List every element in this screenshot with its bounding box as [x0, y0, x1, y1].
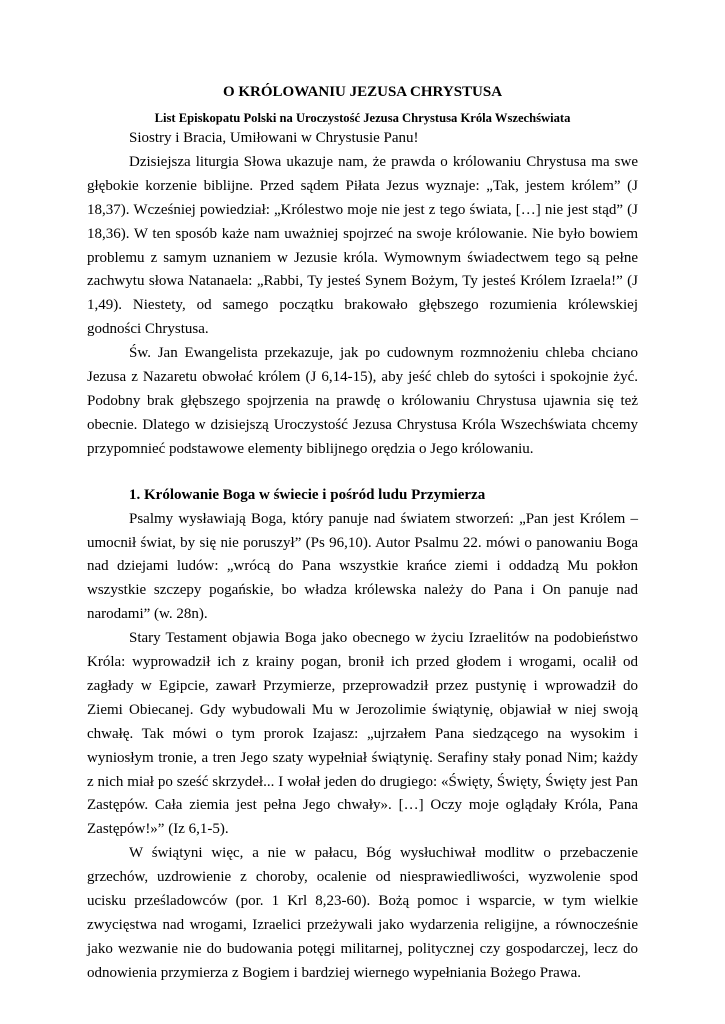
- paragraph-intro-2: Św. Jan Ewangelista przekazuje, jak po cudownym rozmnożeniu chleba chciano Jezusa z Nazaretu obwołać królem (J 6,14-15), aby jeść chleb do sytości i spokojnie żyć. Podobny brak głębszego spojrzenia na prawdę o królowaniu Chrystusa ujawnia się też obecnie. Dlatego w dzisiejszą Uroczystość Jezusa Chrystusa Króla Wszechświata chcemy przypomnieć podstawowe elementy biblijnego orędzia o Jego królowaniu.: [87, 345, 638, 457]
- document-content: [87, 82, 638, 986]
- paragraph-section1-2: Stary Testament objawia Boga jako obecnego w życiu Izraelitów na podobieństwo Króla: wyprowadził ich z krainy pogan, bronił ich przed głodem i wrogami, ocalił od zagłady w Egipcie, zawarł Przymierze, przeprowadził przez pustynię i wprowadził do Ziemi Obiecanej. Gdy wybudowali Mu w Jerozolimie świątynię, objawiał w niej swoją chwałę. Tak mówi o tym prorok Izajasz: „ujrzałem Pana siedzącego na wysokim i wyniosłym tronie, a tren Jego szaty wypełniał świątynię. Serafiny stały ponad Nim; każdy z nich miał po sześć skrzydeł... I wołał jeden do drugiego: «Święty, Święty, Święty jest Pan Zastępów. Cała ziemia jest pełna Jego chwały». […] Oczy moje oglądały Króla, Pana Zastępów!»” (Iz 6,1-5).: [87, 630, 638, 838]
- document-body: [87, 127, 638, 986]
- document-title: O KRÓLOWANIU JEZUSA CHRYSTUSA: [222, 84, 503, 100]
- paragraph-intro-1: Dzisiejsza liturgia Słowa ukazuje nam, że prawda o królowaniu Chrystusa ma swe głębokie korzenie biblijne. Przed sądem Piłata Jezus wyznaje: „Tak, jestem królem” (J 18,37). Wcześniej powiedział: „Królestwo moje nie jest z tego świata, […] nie jest stąd” (J 18,36). W ten sposób każe nam uważniej spojrzeć na swoje królowanie. Nie było bowiem problemu z samym uznaniem w Jezusie króla. Wymownym świadectwem tego są pełne zachwytu słowa Natanaela: „Rabbi, Ty jesteś Synem Bożym, Ty jesteś Królem Izraela!” (J 1,49). Niestety, od samego początku brakowało głębszego rozumienia królewskiej godności Chrystusa.: [87, 153, 638, 338]
- document-subtitle: List Episkopatu Polski na Uroczystość Jezusa Chrystusa Króla Wszechświata: [154, 111, 571, 125]
- paragraph-section1-3: W świątyni więc, a nie w pałacu, Bóg wysłuchiwał modlitw o przebaczenie grzechów, uzdrowienie z choroby, ocalenie od niesprawiedliwości, wyzwolenie spod ucisku prześladowców (por. 1 Krl 8,23-60). Bożą pomoc i wsparcie, w tym wielkie zwycięstwa nad wrogami, Izraelici przeżywali jako wydarzenia religijne, a równocześnie jako wezwanie nie do budowania potęgi militarnej, politycznej czy gospodarczej, lecz do odnowienia przymierza z Bogiem i bardziej wiernego wypełniania Bożego Prawa.: [87, 845, 638, 981]
- section-heading: 1. Królowanie Boga w świecie i pośród ludu Przymierza: [129, 486, 486, 503]
- paragraph-section1-1: Psalmy wysławiają Boga, który panuje nad światem stworzeń: „Pan jest Królem – umocnił świat, by się nie poruszył” (Ps 96,10). Autor Psalmu 22. mówi o panowaniu Boga nad dziejami ludów: „wrócą do Pana wszystkie krańce ziemi i oddadzą Mu pokłon wszystkie szczepy pogańskie, bo władza królewska należy do Pana i On panuje nad narodami” (w. 28n).: [87, 510, 638, 623]
- greeting: Siostry i Bracia, Umiłowani w Chrystusie Panu!: [129, 130, 419, 146]
